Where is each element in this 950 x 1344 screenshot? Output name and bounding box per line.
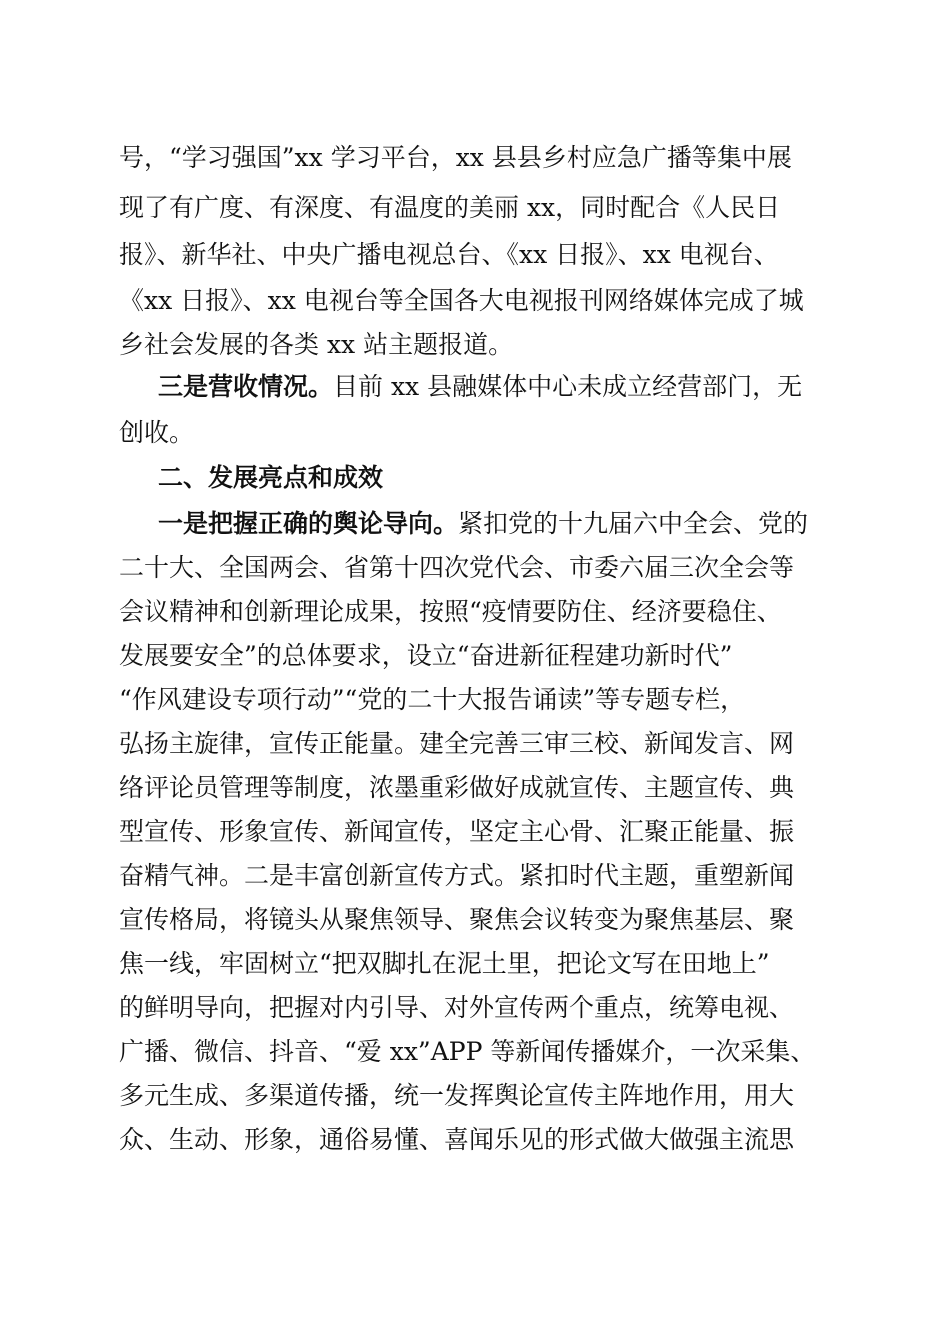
paragraph-text: 紧扣党的十九届六中全会、党的	[458, 509, 809, 538]
text-line: 弘扬主旋律，宣传正能量。建全完善三审三校、新闻发言、网	[119, 729, 795, 758]
text-line: 众、生动、形象，通俗易懂、喜闻乐见的形式做大做强主流思	[119, 1125, 795, 1154]
paragraph-text: 目前 xx 县融媒体中心未成立经营部门，无	[333, 372, 803, 401]
text-line: 发展要安全”的总体要求，设立“奋进新征程建功新时代”	[119, 641, 733, 670]
text-line: 广播、微信、抖音、“爱 xx”APP 等新闻传播媒介，一次采集、	[119, 1037, 816, 1066]
text-line: 号，“学习强国”xx 学习平台，xx 县县乡村应急广播等集中展	[119, 143, 792, 172]
text-line: 型宣传、形象宣传、新闻宣传，坚定主心骨、汇聚正能量、振	[119, 817, 795, 846]
text-line: 络评论员管理等制度，浓墨重彩做好成就宣传、主题宣传、典	[119, 773, 795, 802]
paragraph-lead: 三是营收情况。	[158, 372, 334, 401]
text-line: 现了有广度、有深度、有温度的美丽 xx，同时配合《人民日	[119, 193, 781, 222]
text-line: 报》、新华社、中央广播电视总台、《xx 日报》、xx 电视台、	[119, 240, 779, 269]
text-line: 多元生成、多渠道传播，统一发挥舆论宣传主阵地作用，用大	[119, 1081, 795, 1110]
text-line: “作风建设专项行动”“党的二十大报告诵读”等专题专栏，	[119, 685, 746, 714]
paragraph-lead: 一是把握正确的舆论导向。	[158, 509, 459, 538]
text-line: 会议精神和创新理论成果，按照“疫情要防住、经济要稳住、	[119, 597, 782, 626]
section-heading: 二、发展亮点和成效	[158, 463, 384, 492]
text-line: 宣传格局，将镜头从聚焦领导、聚焦会议转变为聚焦基层、聚	[119, 905, 795, 934]
text-line: 奋精气神。二是丰富创新宣传方式。紧扣时代主题，重塑新闻	[119, 861, 795, 890]
text-line: 乡社会发展的各类 xx 站主题报道。	[119, 330, 514, 359]
text-line: 的鲜明导向，把握对内引导、对外宣传两个重点，统筹电视、	[119, 993, 795, 1022]
text-line: 创收。	[119, 418, 195, 447]
text-line: 焦一线，牢固树立“把双脚扎在泥土里，把论文写在田地上”	[119, 949, 770, 978]
text-line	[158, 367, 802, 407]
text-line: 二十大、全国两会、省第十四次党代会、市委六届三次全会等	[119, 553, 795, 582]
text-line: 《xx 日报》、xx 电视台等全国各大电视报刊网络媒体完成了城	[119, 286, 804, 315]
text-line	[158, 504, 808, 544]
